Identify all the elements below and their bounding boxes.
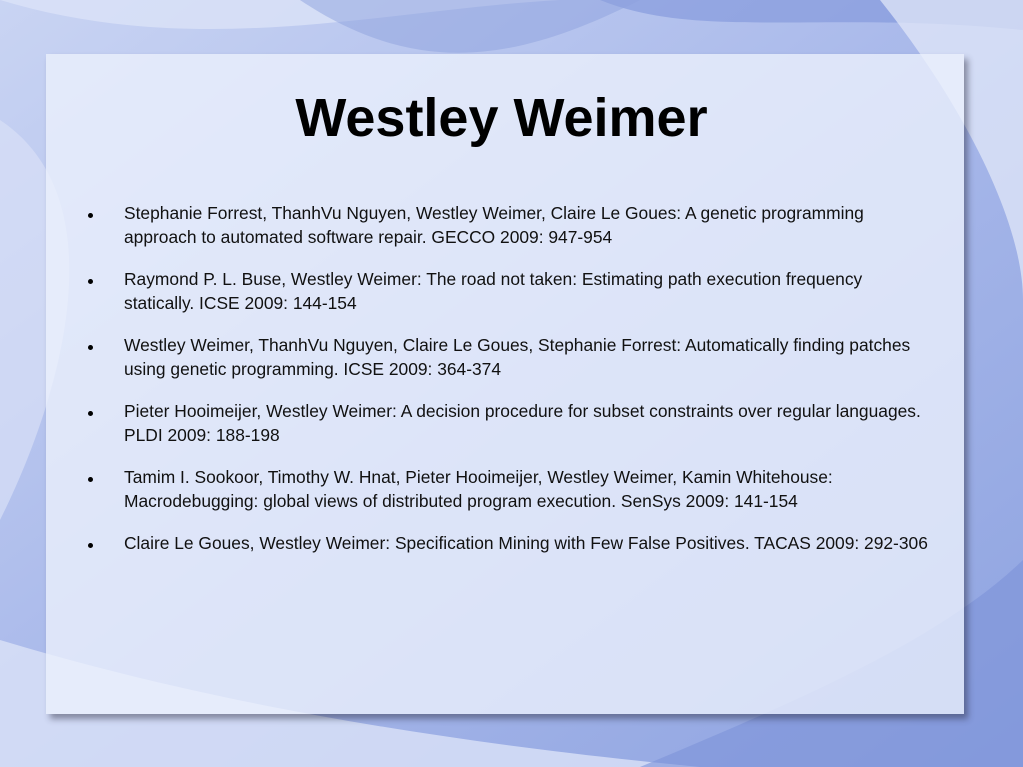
reference-item (88, 465, 928, 513)
reference-text: Tamim I. Sookoor, Timothy W. Hnat, Pieter Hooimeijer, Westley Weimer, Kamin Whitehouse: Macrodebugging: global views of distributed program execution. SenSys 2009: 141-154 (124, 467, 833, 511)
bullet-icon (88, 279, 93, 284)
reference-text: Claire Le Goues, Westley Weimer: Specification Mining with Few False Positives. TACAS 2009: 292-306 (124, 533, 928, 553)
reference-list (88, 201, 928, 573)
bullet-icon (88, 543, 93, 548)
reference-text: Raymond P. L. Buse, Westley Weimer: The road not taken: Estimating path execution frequency statically. ICSE 2009: 144-154 (124, 269, 863, 313)
reference-text: Pieter Hooimeijer, Westley Weimer: A decision procedure for subset constraints over regular languages. PLDI 2009: 188-198 (124, 401, 921, 445)
reference-item (88, 267, 928, 315)
bullet-icon (88, 411, 93, 416)
reference-item (88, 531, 928, 555)
reference-text: Westley Weimer, ThanhVu Nguyen, Claire Le Goues, Stephanie Forrest: Automatically finding patches using genetic programming. ICSE 2009: 364-374 (124, 335, 911, 379)
slide-title: Westley Weimer (295, 88, 708, 148)
reference-item (88, 333, 928, 381)
bullet-icon (88, 345, 93, 350)
reference-item (88, 201, 928, 249)
reference-item (88, 399, 928, 447)
bullet-icon (88, 477, 93, 482)
bullet-icon (88, 213, 93, 218)
reference-text: Stephanie Forrest, ThanhVu Nguyen, Westley Weimer, Claire Le Goues: A genetic programming approach to automated software repair. GECCO 2009: 947-954 (124, 203, 864, 247)
